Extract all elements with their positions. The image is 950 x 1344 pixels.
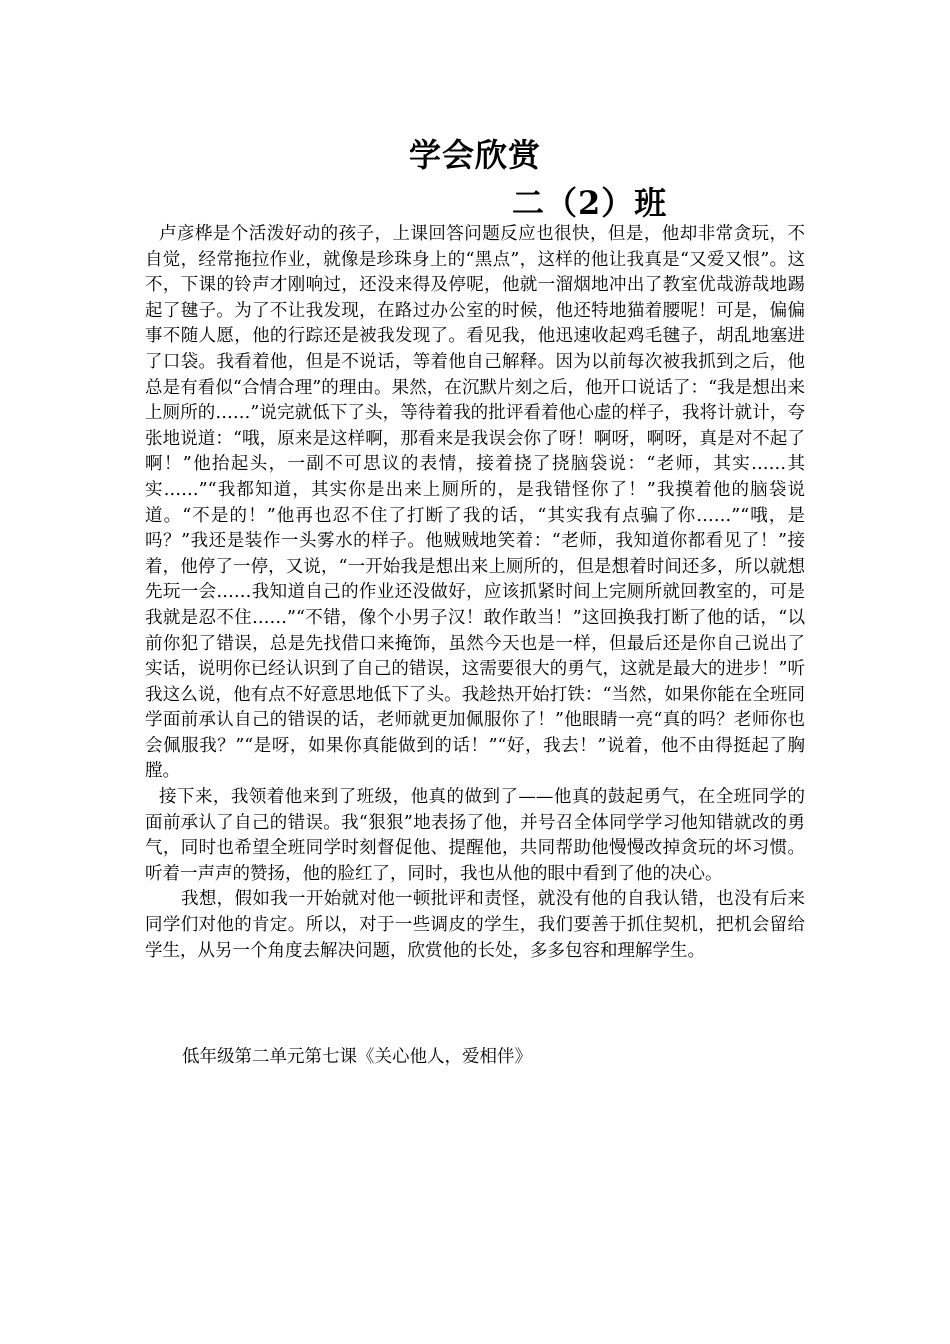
body-paragraph-2: 接下来，我领着他来到了班级，他真的做到了——他真的鼓起勇气，在全班同学的面前承认了自己的错误。我“狠狠”地表扬了他，并号召全体同学学习他知错就改的勇气，同时也希望全班同学时刻督促他、提醒他，共同帮助他慢慢改掉贪玩的坏习惯。听着一声声的赞扬，他的脸红了，同时，我也从他的眼中看到了他的决心。 [145, 787, 805, 884]
document-body [145, 222, 805, 964]
class-label: 二（2）班 [512, 184, 668, 222]
body-paragraph-3: 我想，假如我一开始就对他一顿批评和责怪，就没有他的自我认错，也没有后来同学们对他的肯定。所以，对于一些调皮的学生，我们要善于抓住契机，把机会留给学生，从另一个角度去解决问题，欣赏他的长处，多多包容和理解学生。 [145, 889, 805, 961]
document-title: 学会欣赏 [408, 136, 541, 174]
body-paragraph-1: 卢彦桦是个活泼好动的孩子，上课回答问题反应也很快，但是，他却非常贪玩，不自觉，经常拖拉作业，就像是珍珠身上的“黑点”，这样的他让我真是“又爱又恨”。这不，下课的铃声才刚响过，还没来得及停呢，他就一溜烟地冲出了教室优哉游哉地踢起了毽子。为了不让我发现，在路过办公室的时候，他还特地猫着腰呢！可是，偏偏事不随人愿，他的行踪还是被我发现了。看见我，他迅速收起鸡毛毽子，胡乱地塞进了口袋。我看着他，但是不说话，等着他自己解释。因为以前每次被我抓到之后，他总是有看似“合情合理”的理由。果然，在沉默片刻之后，他开口说话了：“我是想出来上厕所的……”说完就低下了头，等待着我的批评看着他心虚的样子，我将计就计，夸张地说道：“哦，原来是这样啊，那看来是我误会你了呀！啊呀，啊呀，真是对不起了啊！”他抬起头，一副不可思议的表情，接着挠了挠脑袋说：“老师，其实……其实……”“我都知道，其实你是出来上厕所的，是我错怪你了！”我摸着他的脑袋说道。“不是的！”他再也忍不住了打断了我的话，“其实我有点骗了你……”“哦，是吗？”我还是装作一头雾水的样子。他贼贼地笑着：“老师，我知道你都看见了！”接着，他停了一停，又说，“一开始我是想出来上厕所的，但是想着时间还多，所以就想先玩一会……我知道自己的作业还没做好，应该抓紧时间上完厕所就回教室的，可是我就是忍不住……”“不错，像个小男子汉！敢作敢当！”这回换我打断了他的话，“以前你犯了错误，总是先找借口来掩饰，虽然今天也是一样，但最后还是你自己说出了实话，说明你已经认识到了自己的错误，这需要很大的勇气，这就是最大的进步！”听我这么说，他有点不好意思地低下了头。我趁热开始打铁：“当然，如果你能在全班同学面前承认自己的错误的话，老师就更加佩服你了！”他眼睛一亮“真的吗？老师你也会佩服我？”“是呀，如果你真能做到的话！”“好，我去！”说着，他不由得挺起了胸膛。 [145, 224, 805, 782]
lesson-reference: 低年级第二单元第七课《关心他人，爱相伴》 [182, 1047, 532, 1067]
